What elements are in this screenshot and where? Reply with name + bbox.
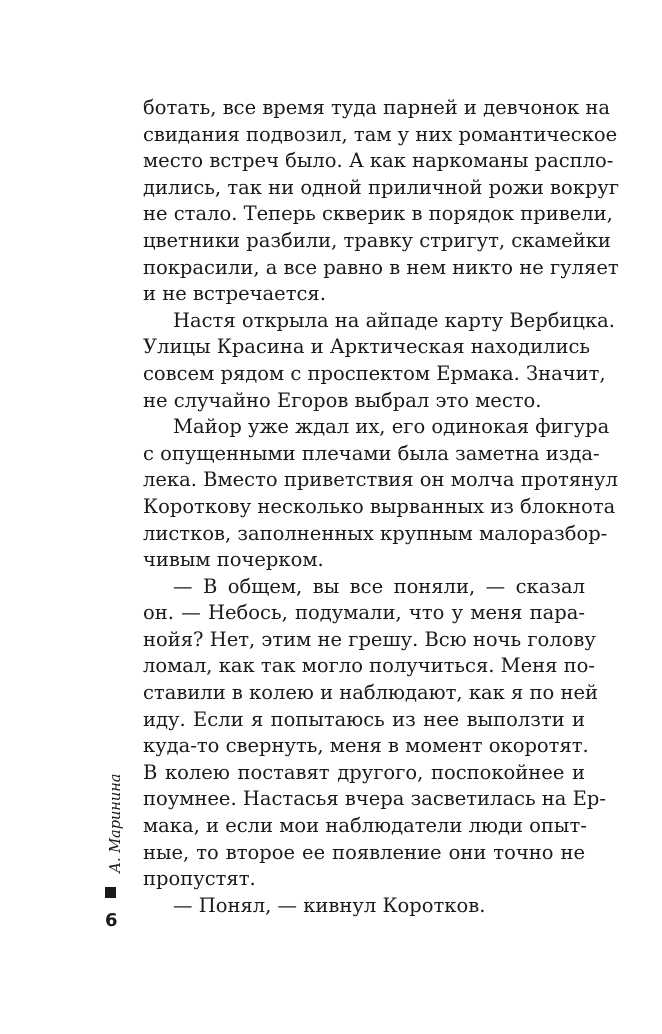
text-line: иду. Если я попытаюсь из нее выползти и xyxy=(143,707,585,731)
text-line: Улицы Красина и Арктическая находились xyxy=(143,335,591,359)
text-line: нойя? Нет, этим не грешу. Всю ночь голову xyxy=(143,627,596,651)
text-line: покрасили, а все равно в нем никто не гуляет xyxy=(143,255,619,279)
text-line: мака, и если мои наблюдатели люди опыт- xyxy=(143,814,587,838)
text-line: пропустят. xyxy=(143,867,256,891)
text-line: ные, то второе ее появление они точно не xyxy=(143,840,585,864)
text-line: куда-то свернуть, меня в момент окоротят. xyxy=(143,734,589,758)
text-line: — В общем, вы все поняли, — сказал xyxy=(173,574,585,598)
text-line: цветники разбили, травку стригут, скамейки xyxy=(143,228,611,252)
text-line: не стало. Теперь скверик в порядок привели, xyxy=(143,202,613,226)
text-line: ставили в колею и наблюдают, как я по ней xyxy=(143,681,598,705)
text-line: и не встречается. xyxy=(143,282,326,306)
text-line: совсем рядом с проспектом Ермака. Значит, xyxy=(143,361,606,385)
page-marker-square xyxy=(105,887,116,898)
text-line: не случайно Егоров выбрал это место. xyxy=(143,388,542,412)
text-line: дились, так ни одной приличной рожи вокруг xyxy=(143,175,620,199)
text-line: Майор уже ждал их, его одинокая фигура xyxy=(173,415,610,439)
text-line: Короткову несколько вырванных из блокнота xyxy=(143,494,616,518)
text-line: Настя открыла на айпаде карту Вербицка. xyxy=(173,308,615,332)
text-line: свидания подвозил, там у них романтическое xyxy=(143,122,618,146)
text-line: с опущенными плечами была заметна изда- xyxy=(143,441,600,465)
running-head-author: А. Маринина xyxy=(108,773,124,873)
text-line: лека. Вместо приветствия он молча протянул xyxy=(143,468,618,492)
text-line: чивым почерком. xyxy=(143,548,324,572)
text-line: ломал, как так могло получиться. Меня по- xyxy=(143,654,595,678)
text-line: листков, заполненных крупным малоразбор- xyxy=(143,521,608,545)
text-line: поумнее. Настасья вчера засветилась на Ер- xyxy=(143,787,606,811)
body-text xyxy=(143,95,620,919)
text-line: место встреч было. А как наркоманы распло- xyxy=(143,149,614,173)
text-line: В колею поставят другого, поспокойнее и xyxy=(143,760,585,784)
text-line: он. — Небось, подумали, что у меня пара- xyxy=(143,601,585,625)
text-line: ботать, все время туда парней и девчонок на xyxy=(143,96,611,119)
page-number: 6 xyxy=(105,910,118,931)
text-line: — Понял, — кивнул Коротков. xyxy=(173,893,486,917)
